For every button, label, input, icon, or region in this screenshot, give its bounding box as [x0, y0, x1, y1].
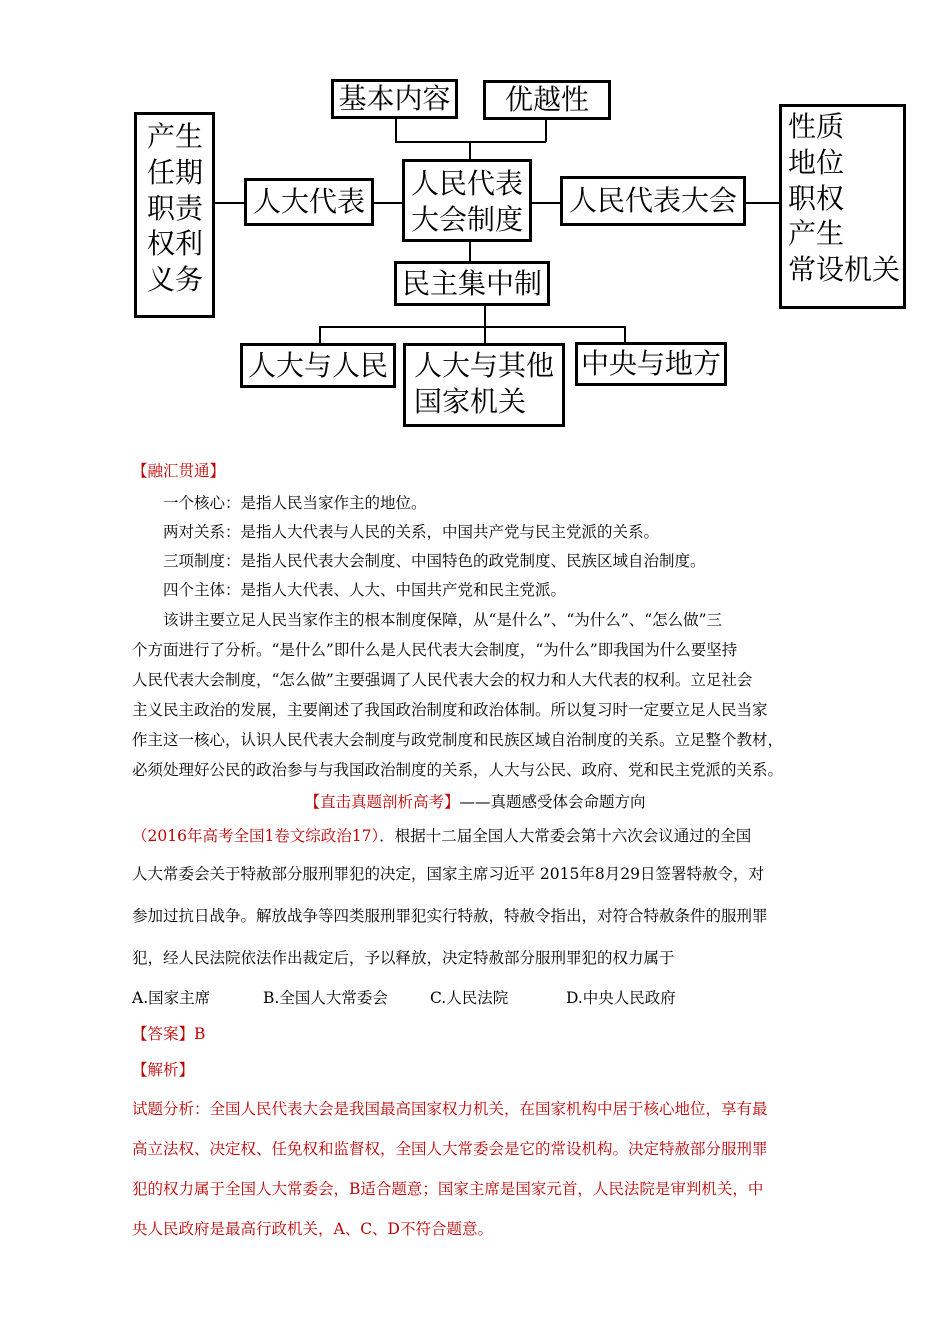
- synthesis-paragraph-line-2: 个方面进行了分析。“是什么”即什么是人民代表大会制度，“为什么”即我国为什么要坚持: [132, 641, 738, 659]
- npc-system-line-2: 大会制度: [410, 202, 523, 236]
- connector-right-mid: [531, 202, 561, 204]
- npc-attr-2: 地位: [788, 145, 845, 179]
- synthesis-paragraph-line-4: 主义民主政治的发展，主要阐述了我国政治制度和政治体制。所以复习时一定要立足人民当家: [132, 701, 768, 719]
- deputy-attr-5: 义务: [147, 263, 204, 297]
- answer-line: [132, 1017, 832, 1051]
- connector-left-mid: [373, 202, 403, 204]
- option-d: D.中央人民政府: [566, 989, 676, 1007]
- option-b: B.全国人大常委会: [263, 989, 388, 1007]
- section-exam-question: [132, 820, 832, 1249]
- synthesis-paragraph-line-1: 该讲主要立足人民当家作主的根本制度保障，从“是什么”、“为什么”、“怎么做”三: [163, 611, 723, 629]
- exam-heading-red: 【直击真题剖析高考】: [304, 793, 460, 811]
- box-democratic-centralism: [394, 261, 550, 306]
- box-npc-and-people-label: 人大与人民: [247, 349, 388, 382]
- question-line-4: 犯，经人民法院依法作出裁定后，予以释放，决定特赦部分服刑罪犯的权力属于: [132, 949, 675, 967]
- box-npc-system: [402, 159, 532, 242]
- connector-top-left-drop: [395, 118, 397, 142]
- deputy-attr-4: 权利: [147, 227, 204, 261]
- connector-top-to-center: [469, 141, 471, 160]
- section-synthesis-title: 【融汇贯通】: [132, 462, 226, 480]
- box-npc-and-people: [240, 343, 396, 388]
- box-npc-deputies-label: 人大代表: [252, 185, 365, 218]
- answer-label: 【答案】: [132, 1025, 195, 1043]
- connector-bottom: [319, 326, 625, 328]
- box-superiority-label: 优越性: [504, 83, 589, 116]
- connector-top-right-drop: [545, 119, 547, 142]
- question-first-line: [132, 820, 832, 853]
- answer-value: B: [194, 1025, 206, 1043]
- box-democratic-centralism-label: 民主集中制: [401, 267, 542, 300]
- box-npc-label: 人民代表大会: [568, 184, 737, 217]
- exam-heading-rest: ——真题感受体会命题方向: [459, 793, 646, 811]
- synthesis-paragraph-line-6: 必须处理好公民的政治参与与我国政治制度的关系，人大与公民、政府、党和民主党派的关系。: [132, 761, 784, 779]
- box-basic-content: [331, 79, 458, 119]
- box-npc: [560, 176, 746, 226]
- box-npc-attributes: [779, 104, 906, 309]
- analysis-line-4: 央人民政府是最高行政机关，A、C、D不符合题意。: [132, 1220, 493, 1238]
- box-npc-and-other-organs: [403, 343, 565, 427]
- synthesis-line-3: 三项制度：是指人民代表大会制度、中国特色的政党制度、民族区域自治制度。: [163, 552, 706, 570]
- analysis-line-3: 犯的权力属于全国人大常委会，B适合题意；国家主席是国家元首，人民法院是审判机关，中: [132, 1180, 764, 1198]
- section-exam-heading: [0, 790, 950, 812]
- box-superiority: [483, 80, 611, 120]
- synthesis-paragraph-line-3: 人民代表大会制度，“怎么做”主要强调了人民代表大会的权力和人大代表的权利。立足社会: [132, 671, 753, 689]
- deputy-attr-1: 产生: [147, 120, 204, 153]
- option-c: C.人民法院: [430, 989, 509, 1007]
- npc-attr-3: 职权: [788, 181, 845, 215]
- connector-right-far: [745, 202, 780, 204]
- npc-attr-5: 常设机关: [788, 253, 901, 287]
- synthesis-line-1: 一个核心：是指人民当家作主的地位。: [163, 494, 427, 512]
- connector-below-center-down: [484, 305, 486, 327]
- synthesis-paragraph-line-5: 作主这一核心，认识人民代表大会制度与政党制度和民族区域自治制度的关系。立足整个教材，: [132, 731, 784, 749]
- connector-left-far: [214, 202, 245, 204]
- connector-center-down: [469, 241, 471, 262]
- option-a: A.国家主席: [132, 989, 211, 1007]
- question-line-3: 参加过抗日战争。解放战争等四类服刑罪犯实行特赦，特赦令指出，对符合特赦条件的服刑罪: [132, 907, 768, 925]
- box-basic-content-label: 基本内容: [338, 82, 451, 115]
- box-central-and-local-label: 中央与地方: [580, 347, 721, 380]
- box-npc-deputies: [244, 178, 374, 226]
- analysis-line-2: 高立法权、决定权、任免权和监督权，全国人大常委会是它的常设机构。决定特赦部分服刑罪: [132, 1140, 768, 1158]
- question-source: （2016年高考全国1卷文综政治17）: [132, 827, 380, 845]
- box-central-and-local: [575, 342, 727, 386]
- npc-other-organs-line-1: 人大与其他: [414, 349, 555, 382]
- answer-options: [132, 979, 832, 1017]
- analysis-line-1: 试题分析：全国人民代表大会是我国最高国家权力机关，在国家机构中居于核心地位，享有最: [132, 1100, 768, 1118]
- npc-attr-1: 性质: [788, 110, 845, 143]
- section-synthesis: [132, 453, 832, 785]
- question-line-2: 人大常委会关于特赦部分服刑罪犯的决定，国家主席习近平 2015年8月29日签署特赦令，对: [132, 865, 764, 883]
- npc-other-organs-line-2: 国家机关: [414, 384, 527, 418]
- synthesis-line-2: 两对关系：是指人大代表与人民的关系，中国共产党与民主党派的关系。: [163, 523, 660, 541]
- npc-system-line-1: 人民代表: [410, 167, 523, 200]
- box-deputy-attributes: [134, 112, 215, 318]
- analysis-label: 【解析】: [132, 1061, 195, 1079]
- deputy-attr-2: 任期: [147, 155, 204, 189]
- question-line-1: ．根据十二届全国人大常委会第十六次会议通过的全国: [379, 827, 752, 845]
- deputy-attr-3: 职责: [147, 191, 204, 225]
- synthesis-line-4: 四个主体：是指人大代表、人大、中国共产党和民主党派。: [163, 581, 567, 599]
- npc-attr-4: 产生: [788, 217, 845, 251]
